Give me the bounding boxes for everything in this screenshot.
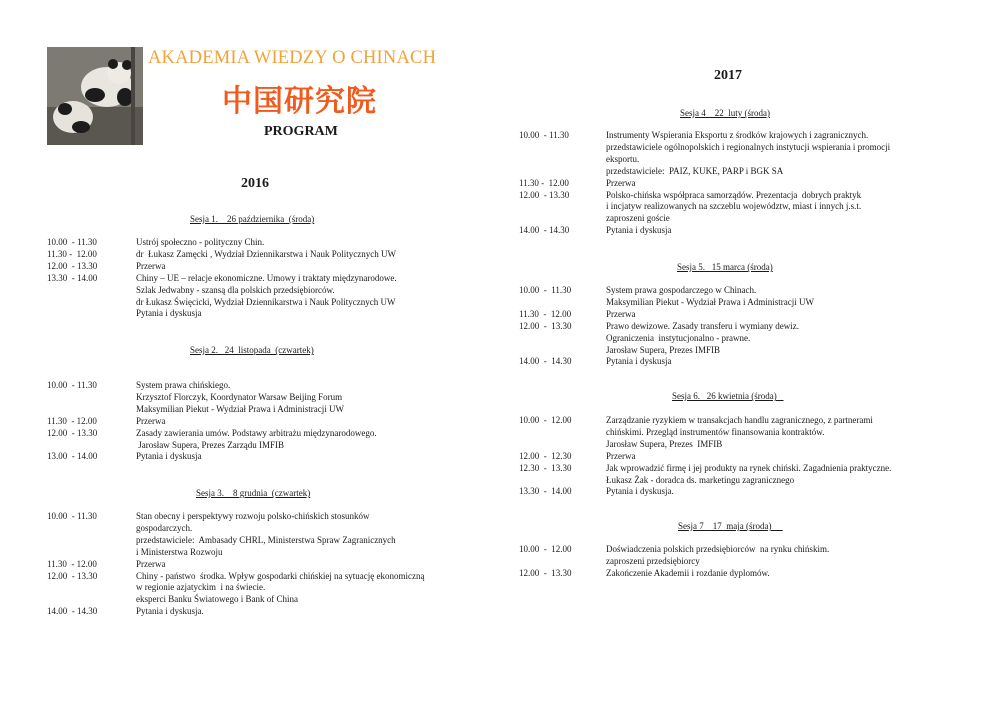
time-slot — [519, 556, 572, 568]
time-slot: 10.00 - 12.00 — [519, 415, 572, 425]
time-slot — [47, 594, 97, 606]
time-slot: 10.00 - 11.30 — [519, 285, 572, 295]
agenda-line: przedstawiciele: Ambasady CHRL, Ministerstwa Spraw Zagranicznych — [136, 534, 396, 545]
agenda-line: zaproszeni przedsiębiorcy — [606, 555, 700, 566]
agenda-line: Zasady zawierania umów. Podstawy arbitrażu międzynarodowego. — [136, 427, 377, 438]
time-slot: 10.00 - 11.30 — [519, 130, 569, 140]
agenda-line: Jak wprowadzić firmę i jej produkty na rynek chiński. Zagadnienia praktyczne. — [606, 462, 892, 473]
agenda-line: Przerwa — [136, 415, 166, 426]
agenda-line: chińskimi. Przegląd instrumentów finansowania kontraktów. — [606, 426, 825, 437]
agenda-line: Szlak Jedwabny - szansą dla polskich przedsiębiorców. — [136, 284, 335, 295]
agenda-line: Przerwa — [136, 558, 166, 569]
session-4-title: Sesja 4 22 luty (środa) — [680, 108, 770, 118]
session-3-times — [47, 511, 97, 618]
time-slot — [519, 427, 572, 439]
session-5-times — [519, 285, 572, 368]
time-slot: 14.00 - 14.30 — [47, 606, 98, 617]
time-slot: 12.00 - 13.30 — [519, 320, 572, 331]
time-slot — [519, 345, 572, 357]
agenda-line: Krzysztof Florczyk, Koordynator Warsaw Beijing Forum — [136, 391, 343, 402]
time-slot: 10.00 - 11.30 — [47, 237, 97, 247]
academy-title-chinese: 中国研究院 — [222, 84, 377, 119]
agenda-line: Maksymilian Piekut - Wydział Prawa i Administracji UW — [136, 403, 345, 414]
session-5-agenda — [606, 285, 814, 368]
agenda-line: Przerwa — [606, 450, 636, 461]
session-2-agenda — [136, 380, 377, 463]
time-slot: 11.30 - 12.00 — [47, 248, 97, 259]
session-1-times — [47, 237, 97, 285]
year-2017: 2017 — [714, 68, 742, 83]
agenda-line: Pytania i dyskusja — [136, 308, 202, 319]
time-slot: 13.30 - 14.00 — [47, 272, 98, 283]
agenda-line: Ustrój społeczno - polityczny Chin. — [136, 237, 265, 247]
agenda-line: Ograniczenia instytucjonalno - prawne. — [606, 332, 751, 343]
agenda-line: System prawa chińskiego. — [136, 380, 231, 390]
time-slot — [519, 213, 569, 225]
session-7-agenda — [606, 544, 829, 580]
time-slot: 13.00 - 14.00 — [47, 451, 98, 462]
agenda-line: eksperci Banku Światowego i Bank of China — [136, 594, 298, 605]
time-slot — [519, 475, 572, 487]
time-slot: 12.00 - 13.30 — [47, 260, 98, 271]
agenda-line: Przerwa — [606, 177, 636, 188]
agenda-line: przedstawiciele: PAIZ, KUKE, PARP i BGK SA — [606, 165, 784, 176]
session-7-title: Sesja 7 17 maja (środa) — [678, 521, 783, 531]
time-slot: 11.30 - 12.00 — [47, 558, 97, 569]
time-slot: 10.00 - 11.30 — [47, 511, 97, 521]
session-6-times — [519, 415, 572, 498]
agenda-line: dr Łukasz Święcicki, Wydział Dziennikarstwa i Nauk Politycznych UW — [136, 296, 396, 307]
agenda-line: Pytania i dyskusja. — [606, 486, 674, 497]
agenda-line: Zarządzanie ryzykiem w transakcjach handlu zagranicznego, z partnerami — [606, 415, 873, 425]
time-slot: 10.00 - 12.00 — [519, 544, 572, 554]
time-slot — [519, 333, 572, 345]
time-slot — [519, 166, 569, 178]
agenda-line: Pytania i dyskusja — [606, 356, 672, 367]
agenda-line: Pytania i dyskusja — [136, 451, 202, 462]
agenda-line: Prawo dewizowe. Zasady transferu i wymiany dewiz. — [606, 320, 799, 331]
time-slot — [47, 535, 97, 547]
time-slot: 12.00 - 12.30 — [519, 450, 572, 461]
time-slot: 10.00 - 11.30 — [47, 380, 97, 390]
time-slot: 14.00 - 14.30 — [519, 356, 572, 367]
time-slot: 14.00 - 14.30 — [519, 225, 570, 236]
time-slot: 11.30 - 12.00 — [47, 415, 97, 426]
time-slot — [47, 523, 97, 535]
session-7-times — [519, 544, 572, 580]
year-2016: 2016 — [241, 176, 269, 191]
agenda-line: Stan obecny i perspektywy rozwoju polsko-chińskich stosunków — [136, 511, 370, 521]
agenda-line: gospodarczych. — [136, 522, 193, 533]
agenda-line: w regionie azjatyckim i na świecie. — [136, 582, 266, 593]
session-4-agenda — [606, 130, 890, 237]
time-slot: 13.30 - 14.00 — [519, 486, 572, 497]
time-slot: 12.00 - 13.30 — [47, 570, 98, 581]
agenda-line: Instrumenty Wspierania Eksportu z środków krajowych i zagranicznych. — [606, 130, 869, 140]
agenda-line: zaproszeni goście — [606, 213, 670, 224]
time-slot — [519, 201, 569, 213]
session-3-agenda — [136, 511, 425, 618]
agenda-line: System prawa gospodarczego w Chinach. — [606, 285, 757, 295]
agenda-line: Zakończenie Akademii i rozdanie dyplomów. — [606, 567, 770, 578]
time-slot — [519, 439, 572, 451]
time-slot — [47, 404, 97, 416]
time-slot — [47, 582, 97, 594]
agenda-line: i Ministerstwa Rozwoju — [136, 546, 223, 557]
agenda-line: Przerwa — [606, 308, 636, 319]
panda-photo — [47, 47, 143, 145]
agenda-line: Chiny - państwo środka. Wpływ gospodarki chińskiej na sytuację ekonomiczną — [136, 570, 425, 581]
session-2-times — [47, 380, 97, 463]
agenda-line: Doświadczenia polskich przedsiębiorców na rynku chińskim. — [606, 544, 830, 554]
time-slot — [47, 547, 97, 559]
time-slot — [519, 142, 569, 154]
agenda-line: przedstawiciele ogólnopolskich i regionalnych instytucji wspierania i promocji — [606, 141, 891, 152]
session-1-title: Sesja 1. 26 października (środa) — [190, 214, 315, 224]
time-slot — [47, 440, 97, 452]
session-6-title: Sesja 6. 26 kwietnia (środa) — [672, 391, 784, 401]
session-5-title: Sesja 5. 15 marca (środa) — [677, 262, 773, 272]
time-slot — [47, 392, 97, 404]
time-slot: 12.00 - 13.30 — [519, 567, 572, 578]
agenda-line: Pytania i dyskusja — [606, 225, 672, 236]
agenda-line: Pytania i dyskusja. — [136, 606, 204, 617]
agenda-line: Jarosław Supera, Prezes Zarządu IMFIB — [136, 439, 284, 450]
session-3-title: Sesja 3. 8 grudnia (czwartek) — [196, 488, 311, 498]
time-slot: 12.00 - 13.30 — [519, 189, 570, 200]
time-slot: 12.00 - 13.30 — [47, 427, 98, 438]
time-slot — [519, 154, 569, 166]
agenda-line: Polsko-chińska współpraca samorządów. Prezentacja dobrych praktyk — [606, 189, 862, 200]
time-slot: 11.30 - 12.00 — [519, 308, 572, 319]
session-6-agenda — [606, 415, 891, 498]
agenda-line: Łukasz Żak - doradca ds. marketingu zagranicznego — [606, 474, 795, 485]
agenda-line: Chiny – UE – relacje ekonomiczne. Umowy i traktaty międzynarodowe. — [136, 272, 397, 283]
time-slot — [519, 297, 572, 309]
time-slot: 12.30 - 13.30 — [519, 462, 572, 473]
session-2-title: Sesja 2. 24 listopada (czwartek) — [190, 345, 314, 355]
program-heading: PROGRAM — [264, 124, 338, 139]
time-slot: 11.30 - 12.00 — [519, 177, 569, 188]
panda-photo-icon — [47, 47, 143, 145]
academy-title: AKADEMIA WIEDZY O CHINACH — [148, 48, 437, 68]
session-4-times — [519, 130, 569, 237]
agenda-line: i incjatyw realizowanych na szczeblu województw, miast i innych j.s.t. — [606, 201, 862, 212]
agenda-line: eksportu. — [606, 153, 640, 164]
agenda-line: dr Łukasz Zamęcki , Wydział Dziennikarstwa i Nauk Politycznych UW — [136, 248, 396, 259]
agenda-line: Jarosław Supera, Prezes IMFIB — [606, 438, 723, 449]
agenda-line: Jarosław Supera, Prezes IMFIB — [606, 344, 720, 355]
session-1-agenda — [136, 237, 397, 320]
agenda-line: Maksymilian Piekut - Wydział Prawa i Administracji UW — [606, 296, 815, 307]
agenda-line: Przerwa — [136, 260, 166, 271]
